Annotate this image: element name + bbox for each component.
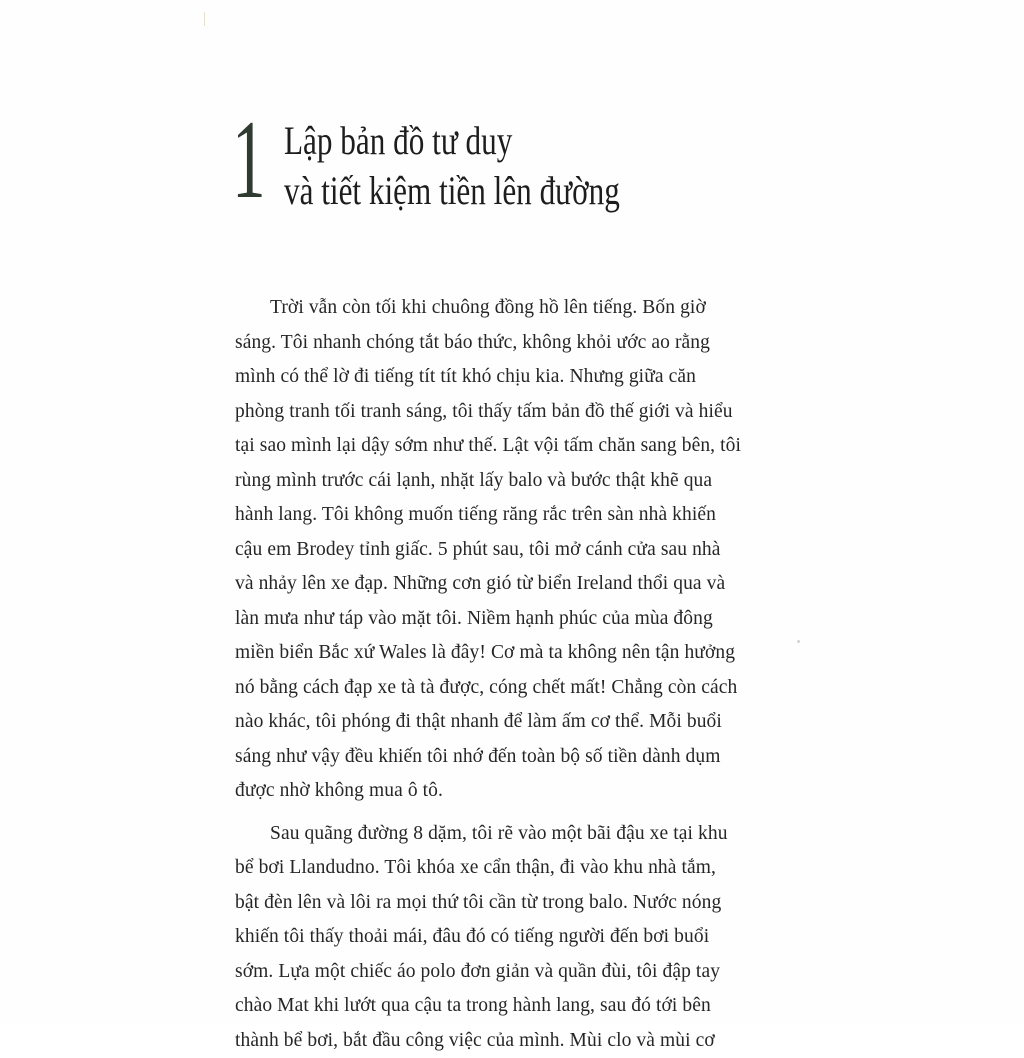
scan-mark	[204, 12, 205, 26]
paragraph	[235, 291, 800, 809]
text-line: được nhờ không mua ô tô.	[235, 774, 800, 809]
text-line: bể bơi Llandudno. Tôi khóa xe cẩn thận, đi vào khu nhà tắm,	[235, 851, 800, 886]
text-line: thành bể bơi, bắt đầu công việc của mình. Mùi clo và mùi cơ	[235, 1024, 800, 1058]
text-line: hành lang. Tôi không muốn tiếng răng rắc trên sàn nhà khiến	[235, 498, 800, 533]
paragraph	[235, 817, 800, 1058]
text-line: Sau quãng đường 8 dặm, tôi rẽ vào một bãi đậu xe tại khu	[235, 817, 800, 852]
chapter-title	[284, 116, 804, 216]
text-line: bật đèn lên và lôi ra mọi thứ tôi cần từ trong balo. Nước nóng	[235, 886, 800, 921]
chapter-heading	[232, 108, 832, 218]
text-line: sớm. Lựa một chiếc áo polo đơn giản và quần đùi, tôi đập tay	[235, 955, 800, 990]
text-line: khiến tôi thấy thoải mái, đâu đó có tiếng người đến bơi buổi	[235, 920, 800, 955]
body-text	[235, 291, 800, 1058]
text-line: sáng như vậy đều khiến tôi nhớ đến toàn bộ số tiền dành dụm	[235, 740, 800, 775]
chapter-title-line: Lập bản đồ tư duy	[284, 116, 690, 166]
text-line: nó bằng cách đạp xe tà tà được, cóng chết mất! Chẳng còn cách	[235, 671, 800, 706]
text-line: làn mưa như táp vào mặt tôi. Niềm hạnh phúc của mùa đông	[235, 602, 800, 637]
text-line: nào khác, tôi phóng đi thật nhanh để làm ấm cơ thể. Mỗi buổi	[235, 705, 800, 740]
chapter-title-line: và tiết kiệm tiền lên đường	[284, 166, 690, 216]
text-line: rùng mình trước cái lạnh, nhặt lấy balo và bước thật khẽ qua	[235, 464, 800, 499]
scan-speck	[797, 640, 800, 643]
chapter-number: 1	[232, 110, 266, 210]
text-line: cậu em Brodey tỉnh giấc. 5 phút sau, tôi mở cánh cửa sau nhà	[235, 533, 800, 568]
text-line: phòng tranh tối tranh sáng, tôi thấy tấm bản đồ thế giới và hiểu	[235, 395, 800, 430]
text-line: sáng. Tôi nhanh chóng tắt báo thức, không khỏi ước ao rằng	[235, 326, 800, 361]
text-line: tại sao mình lại dậy sớm như thế. Lật vội tấm chăn sang bên, tôi	[235, 429, 800, 464]
text-line: mình có thể lờ đi tiếng tít tít khó chịu kia. Nhưng giữa căn	[235, 360, 800, 395]
text-line: chào Mat khi lướt qua cậu ta trong hành lang, sau đó tới bên	[235, 989, 800, 1024]
text-line: miền biển Bắc xứ Wales là đây! Cơ mà ta không nên tận hưởng	[235, 636, 800, 671]
text-line: và nhảy lên xe đạp. Những cơn gió từ biển Ireland thổi qua và	[235, 567, 800, 602]
text-line: Trời vẫn còn tối khi chuông đồng hồ lên tiếng. Bốn giờ	[235, 291, 800, 326]
